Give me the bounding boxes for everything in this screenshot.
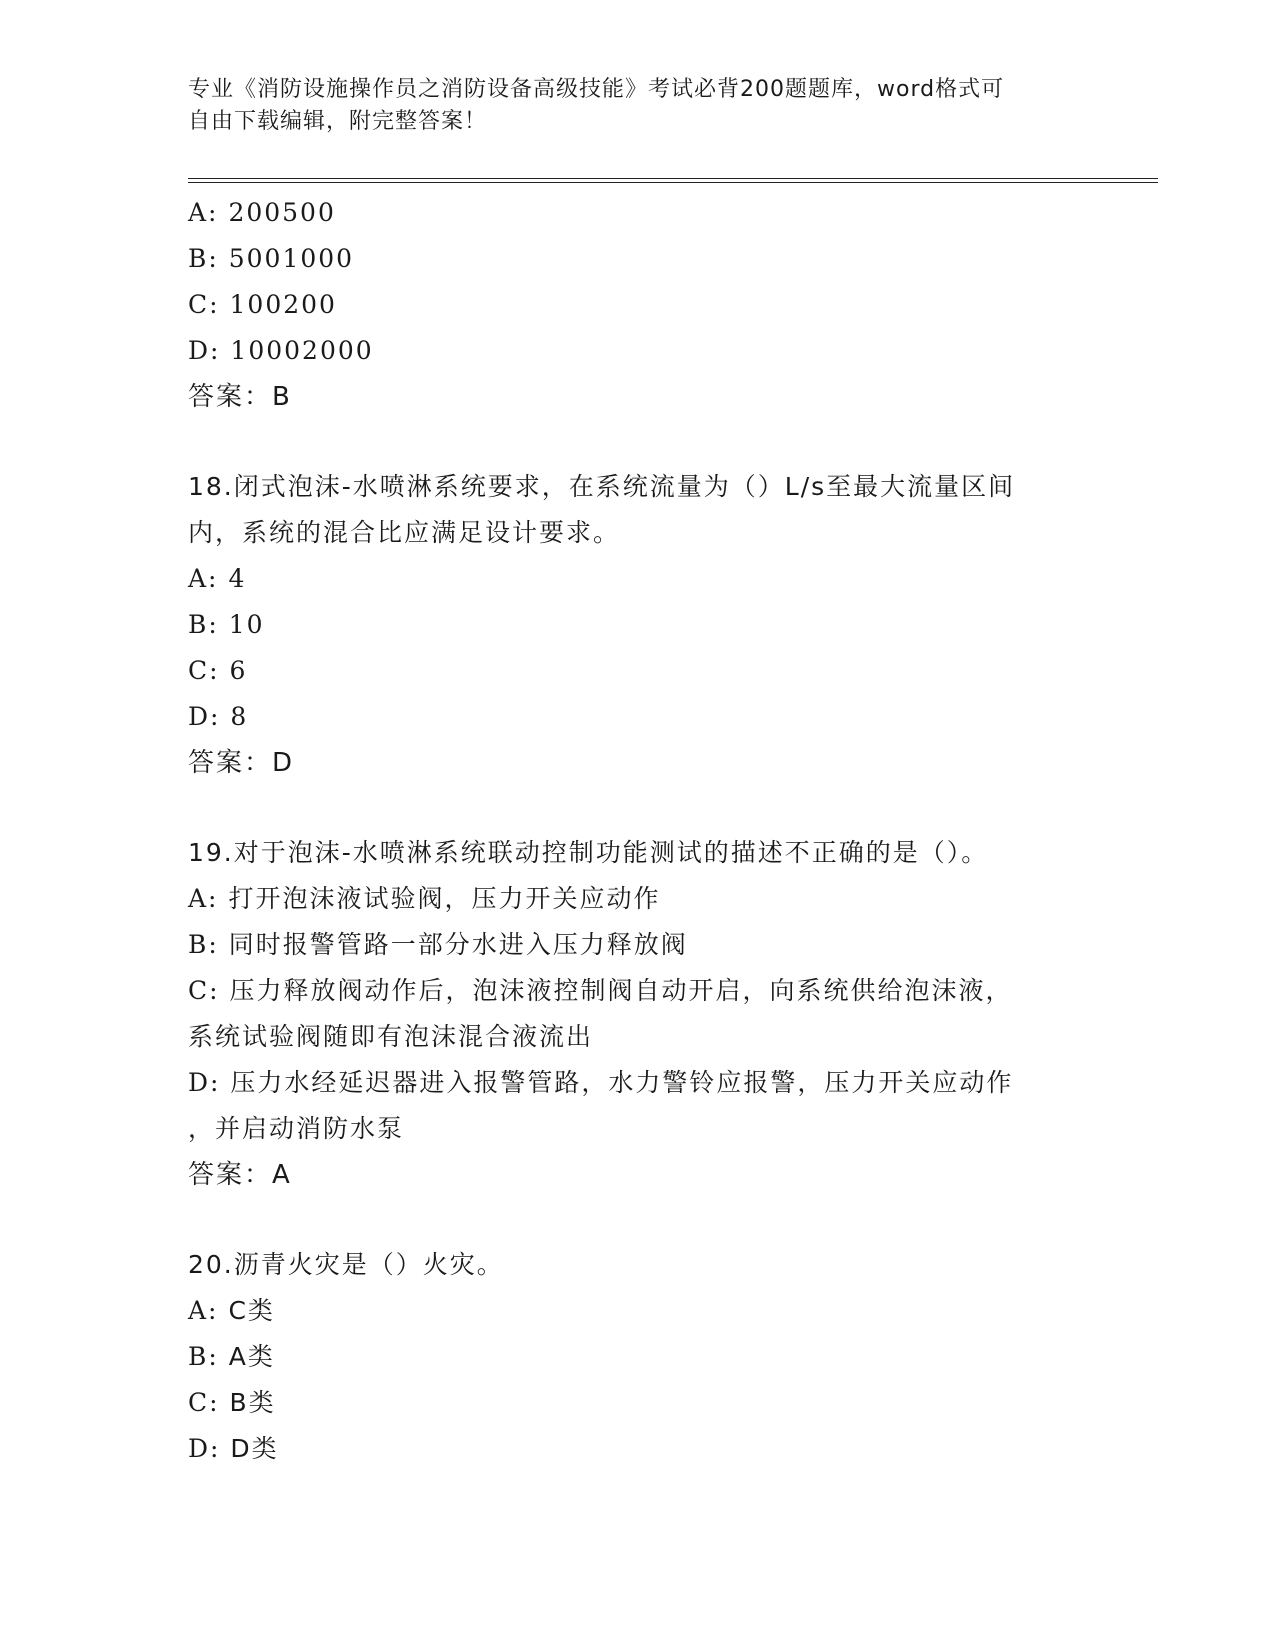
q19-stem: 19.对于泡沫-水喷淋系统联动控制功能测试的描述不正确的是（）。 xyxy=(188,838,989,867)
q20-option-c: C: B类 xyxy=(188,1388,276,1417)
spacer xyxy=(188,786,1088,830)
q17-answer: 答案：B xyxy=(188,382,292,412)
q17-option-a: A: 200500 xyxy=(188,198,336,227)
q17-option-b: B: 5001000 xyxy=(188,244,355,273)
page-header xyxy=(188,74,1068,138)
q18-option-c: C: 6 xyxy=(188,656,248,685)
q19-option-c: C: 压力释放阀动作后，泡沫液控制阀自动开启，向系统供给泡沫液， xyxy=(188,976,1013,1005)
q18-stem-line-2: 内，系统的混合比应满足设计要求。 xyxy=(188,518,621,547)
q19-option-a: A: 打开泡沫液试验阀，压力开关应动作 xyxy=(188,884,661,913)
spacer xyxy=(188,1198,1088,1242)
q20-option-a: A: C类 xyxy=(188,1296,275,1325)
q19-option-b: B: 同时报警管路一部分水进入压力释放阀 xyxy=(188,930,688,959)
q20-stem: 20.沥青火灾是（）火灾。 xyxy=(188,1250,504,1279)
q18-option-a: A: 4 xyxy=(188,564,247,593)
q17-option-c: C: 100200 xyxy=(188,290,337,319)
q18-option-d: D: 8 xyxy=(188,702,249,731)
q20-option-b: B: A类 xyxy=(188,1342,275,1371)
header-line-2: 自由下载编辑，附完整答案！ xyxy=(188,109,488,134)
q19-answer: 答案：A xyxy=(188,1160,292,1190)
q19-option-c-continued: 系统试验阀随即有泡沫混合液流出 xyxy=(188,1022,594,1051)
q18-answer: 答案：D xyxy=(188,748,295,778)
header-line-1: 专业《消防设施操作员之消防设备高级技能》考试必背200题题库，word格式可 xyxy=(188,77,1005,102)
question-content xyxy=(188,190,1088,1472)
q19-option-d: D: 压力水经延迟器进入报警管路，水力警铃应报警，压力开关应动作 xyxy=(188,1068,1014,1097)
spacer xyxy=(188,420,1088,464)
q17-option-d: D: 10002000 xyxy=(188,336,374,365)
q19-option-d-continued: ，并启动消防水泵 xyxy=(188,1114,405,1143)
q18-option-b: B: 10 xyxy=(188,610,265,639)
header-double-rule xyxy=(188,178,1158,183)
q18-stem-line-1: 18.闭式泡沫-水喷淋系统要求，在系统流量为（）L/s至最大流量区间 xyxy=(188,472,1016,501)
q20-option-d: D: D类 xyxy=(188,1434,279,1463)
